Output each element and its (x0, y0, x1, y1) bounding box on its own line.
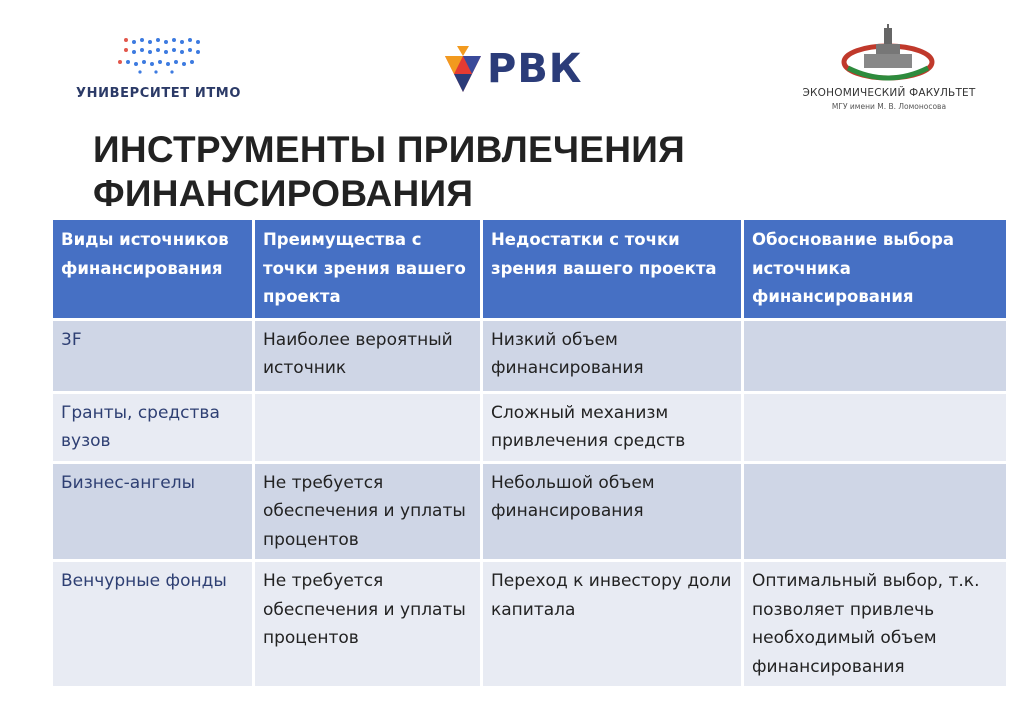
itmo-logo-text: УНИВЕРСИТЕТ ИТМО (76, 86, 241, 101)
economic-faculty-title: ЭКОНОМИЧЕСКИЙ ФАКУЛЬТЕТ (802, 87, 976, 99)
column-header-justification: Обоснование выбора источника финансирования (744, 220, 1006, 318)
table-cell: Небольшой объем финансирования (483, 464, 741, 560)
rvk-logo (443, 42, 603, 98)
table-cell (744, 464, 1006, 560)
table-header-row (53, 220, 1006, 318)
column-header-sources: Виды источников финансирования (53, 220, 252, 318)
table-cell (744, 394, 1006, 461)
table-cell: Гранты, средства вузов (53, 394, 252, 461)
table-cell: Наиболее вероятный источник (255, 321, 480, 391)
table-cell (744, 321, 1006, 391)
page-title-line-1: ИНСТРУМЕНТЫ ПРИВЛЕЧЕНИЯ (93, 129, 686, 170)
table-cell: Сложный механизм привлечения средств (483, 394, 741, 461)
column-header-advantages: Преимущества с точки зрения вашего проекта (255, 220, 480, 318)
table-cell: Не требуется обеспечения и уплаты процентов (255, 562, 480, 686)
table-cell: Оптимальный выбор, т.к. позволяет привлечь необходимый объем финансирования (744, 562, 1006, 686)
rvk-triangle-icon (443, 42, 483, 94)
msu-building-icon (840, 24, 936, 84)
economic-faculty-subtitle: МГУ имени М. В. Ломоносова (831, 102, 947, 111)
table-row (53, 321, 1006, 391)
itmo-dots-icon (116, 36, 212, 80)
table-cell: Венчурные фонды (53, 562, 252, 686)
table-cell: Не требуется обеспечения и уплаты процентов (255, 464, 480, 560)
table-cell: Низкий объем финансирования (483, 321, 741, 391)
table-row (53, 394, 1006, 461)
page-title-line-2: ФИНАНСИРОВАНИЯ (93, 173, 474, 214)
table-cell (255, 394, 480, 461)
economic-faculty-logo (794, 24, 984, 116)
rvk-logo-text: РВК (487, 46, 583, 92)
table-row (53, 464, 1006, 560)
column-header-disadvantages: Недостатки с точки зрения вашего проекта (483, 220, 741, 318)
page-title (93, 128, 685, 216)
table-cell: Бизнес-ангелы (53, 464, 252, 560)
itmo-logo (74, 36, 254, 106)
table-cell: 3F (53, 321, 252, 391)
table-row (53, 562, 1006, 686)
table-cell: Переход к инвестору доли капитала (483, 562, 741, 686)
financing-table (50, 217, 1009, 689)
